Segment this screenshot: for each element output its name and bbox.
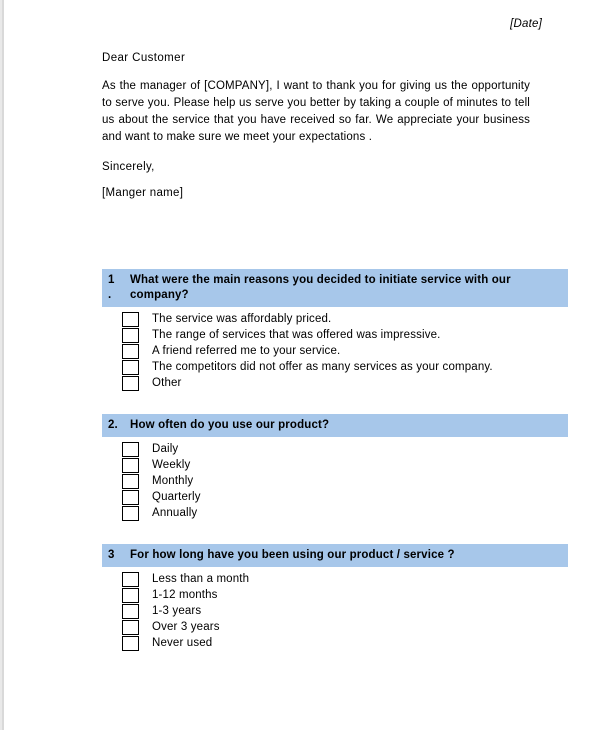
option-label: Other	[152, 377, 182, 389]
checkbox-icon[interactable]	[122, 458, 139, 473]
checkbox-icon[interactable]	[122, 636, 139, 651]
checkbox-icon[interactable]	[122, 620, 139, 635]
question-block-1	[102, 269, 570, 391]
document-content	[102, 0, 570, 652]
option-row[interactable]	[122, 490, 570, 505]
option-row[interactable]	[122, 620, 570, 635]
option-label: The range of services that was offered was impressive.	[152, 329, 441, 341]
question-header-2	[102, 414, 568, 437]
option-row[interactable]	[122, 312, 570, 327]
option-label: 1-3 years	[152, 605, 202, 617]
option-row[interactable]	[122, 604, 570, 619]
question-number-1-value: 1	[108, 274, 115, 286]
left-margin-rule	[2, 0, 4, 730]
checkbox-icon[interactable]	[122, 506, 139, 521]
question-3-options	[122, 572, 570, 651]
question-number-1-dot: .	[108, 289, 112, 301]
option-label: Weekly	[152, 459, 191, 471]
option-label: The service was affordably priced.	[152, 313, 332, 325]
option-row[interactable]	[122, 572, 570, 587]
option-row[interactable]	[122, 588, 570, 603]
option-row[interactable]	[122, 376, 570, 391]
option-label: 1-12 months	[152, 589, 218, 601]
question-2-options	[122, 442, 570, 521]
option-row[interactable]	[122, 360, 570, 375]
question-1-options	[122, 312, 570, 391]
checkbox-icon[interactable]	[122, 376, 139, 391]
checkbox-icon[interactable]	[122, 572, 139, 587]
question-number-1	[106, 273, 126, 303]
question-text-3: For how long have you been using our product / service ?	[130, 549, 455, 561]
checkbox-icon[interactable]	[122, 442, 139, 457]
option-label: Never used	[152, 637, 213, 649]
question-number-3: 3	[108, 549, 115, 561]
question-number-2: 2.	[108, 419, 118, 431]
closing-line: Sincerely,	[102, 161, 155, 173]
option-label: Less than a month	[152, 573, 250, 585]
question-block-3	[102, 544, 570, 651]
option-label: Over 3 years	[152, 621, 220, 633]
option-row[interactable]	[122, 474, 570, 489]
date-placeholder: [Date]	[510, 18, 542, 30]
question-header-3	[102, 544, 568, 567]
option-label: Annually	[152, 507, 198, 519]
question-text-2: How often do you use our product?	[130, 419, 330, 431]
checkbox-icon[interactable]	[122, 490, 139, 505]
option-row[interactable]	[122, 442, 570, 457]
checkbox-icon[interactable]	[122, 588, 139, 603]
checkbox-icon[interactable]	[122, 474, 139, 489]
checkbox-icon[interactable]	[122, 312, 139, 327]
question-block-2	[102, 414, 570, 521]
option-row[interactable]	[122, 458, 570, 473]
option-label: The competitors did not offer as many services as your company.	[152, 361, 493, 373]
option-row[interactable]	[122, 344, 570, 359]
option-row[interactable]	[122, 506, 570, 521]
question-header-1	[102, 269, 568, 307]
option-label: Quarterly	[152, 491, 201, 503]
option-label: Monthly	[152, 475, 194, 487]
option-row[interactable]	[122, 328, 570, 343]
checkbox-icon[interactable]	[122, 328, 139, 343]
signature-placeholder: [Manger name]	[102, 187, 184, 199]
question-text-1: What were the main reasons you decided to initiate service with our company?	[130, 274, 511, 301]
checkbox-icon[interactable]	[122, 360, 139, 375]
salutation: Dear Customer	[102, 52, 186, 64]
letter-body-paragraph: As the manager of [COMPANY], I want to thank you for giving us the opportunity to serve you. Please help us serve you better by taking a couple of minutes to tell us about the service that you have received so far. We appreciate your business and want to make sure we meet your expectations .	[102, 80, 530, 143]
checkbox-icon[interactable]	[122, 604, 139, 619]
option-row[interactable]	[122, 636, 570, 651]
option-label: Daily	[152, 443, 179, 455]
option-label: A friend referred me to your service.	[152, 345, 341, 357]
checkbox-icon[interactable]	[122, 344, 139, 359]
